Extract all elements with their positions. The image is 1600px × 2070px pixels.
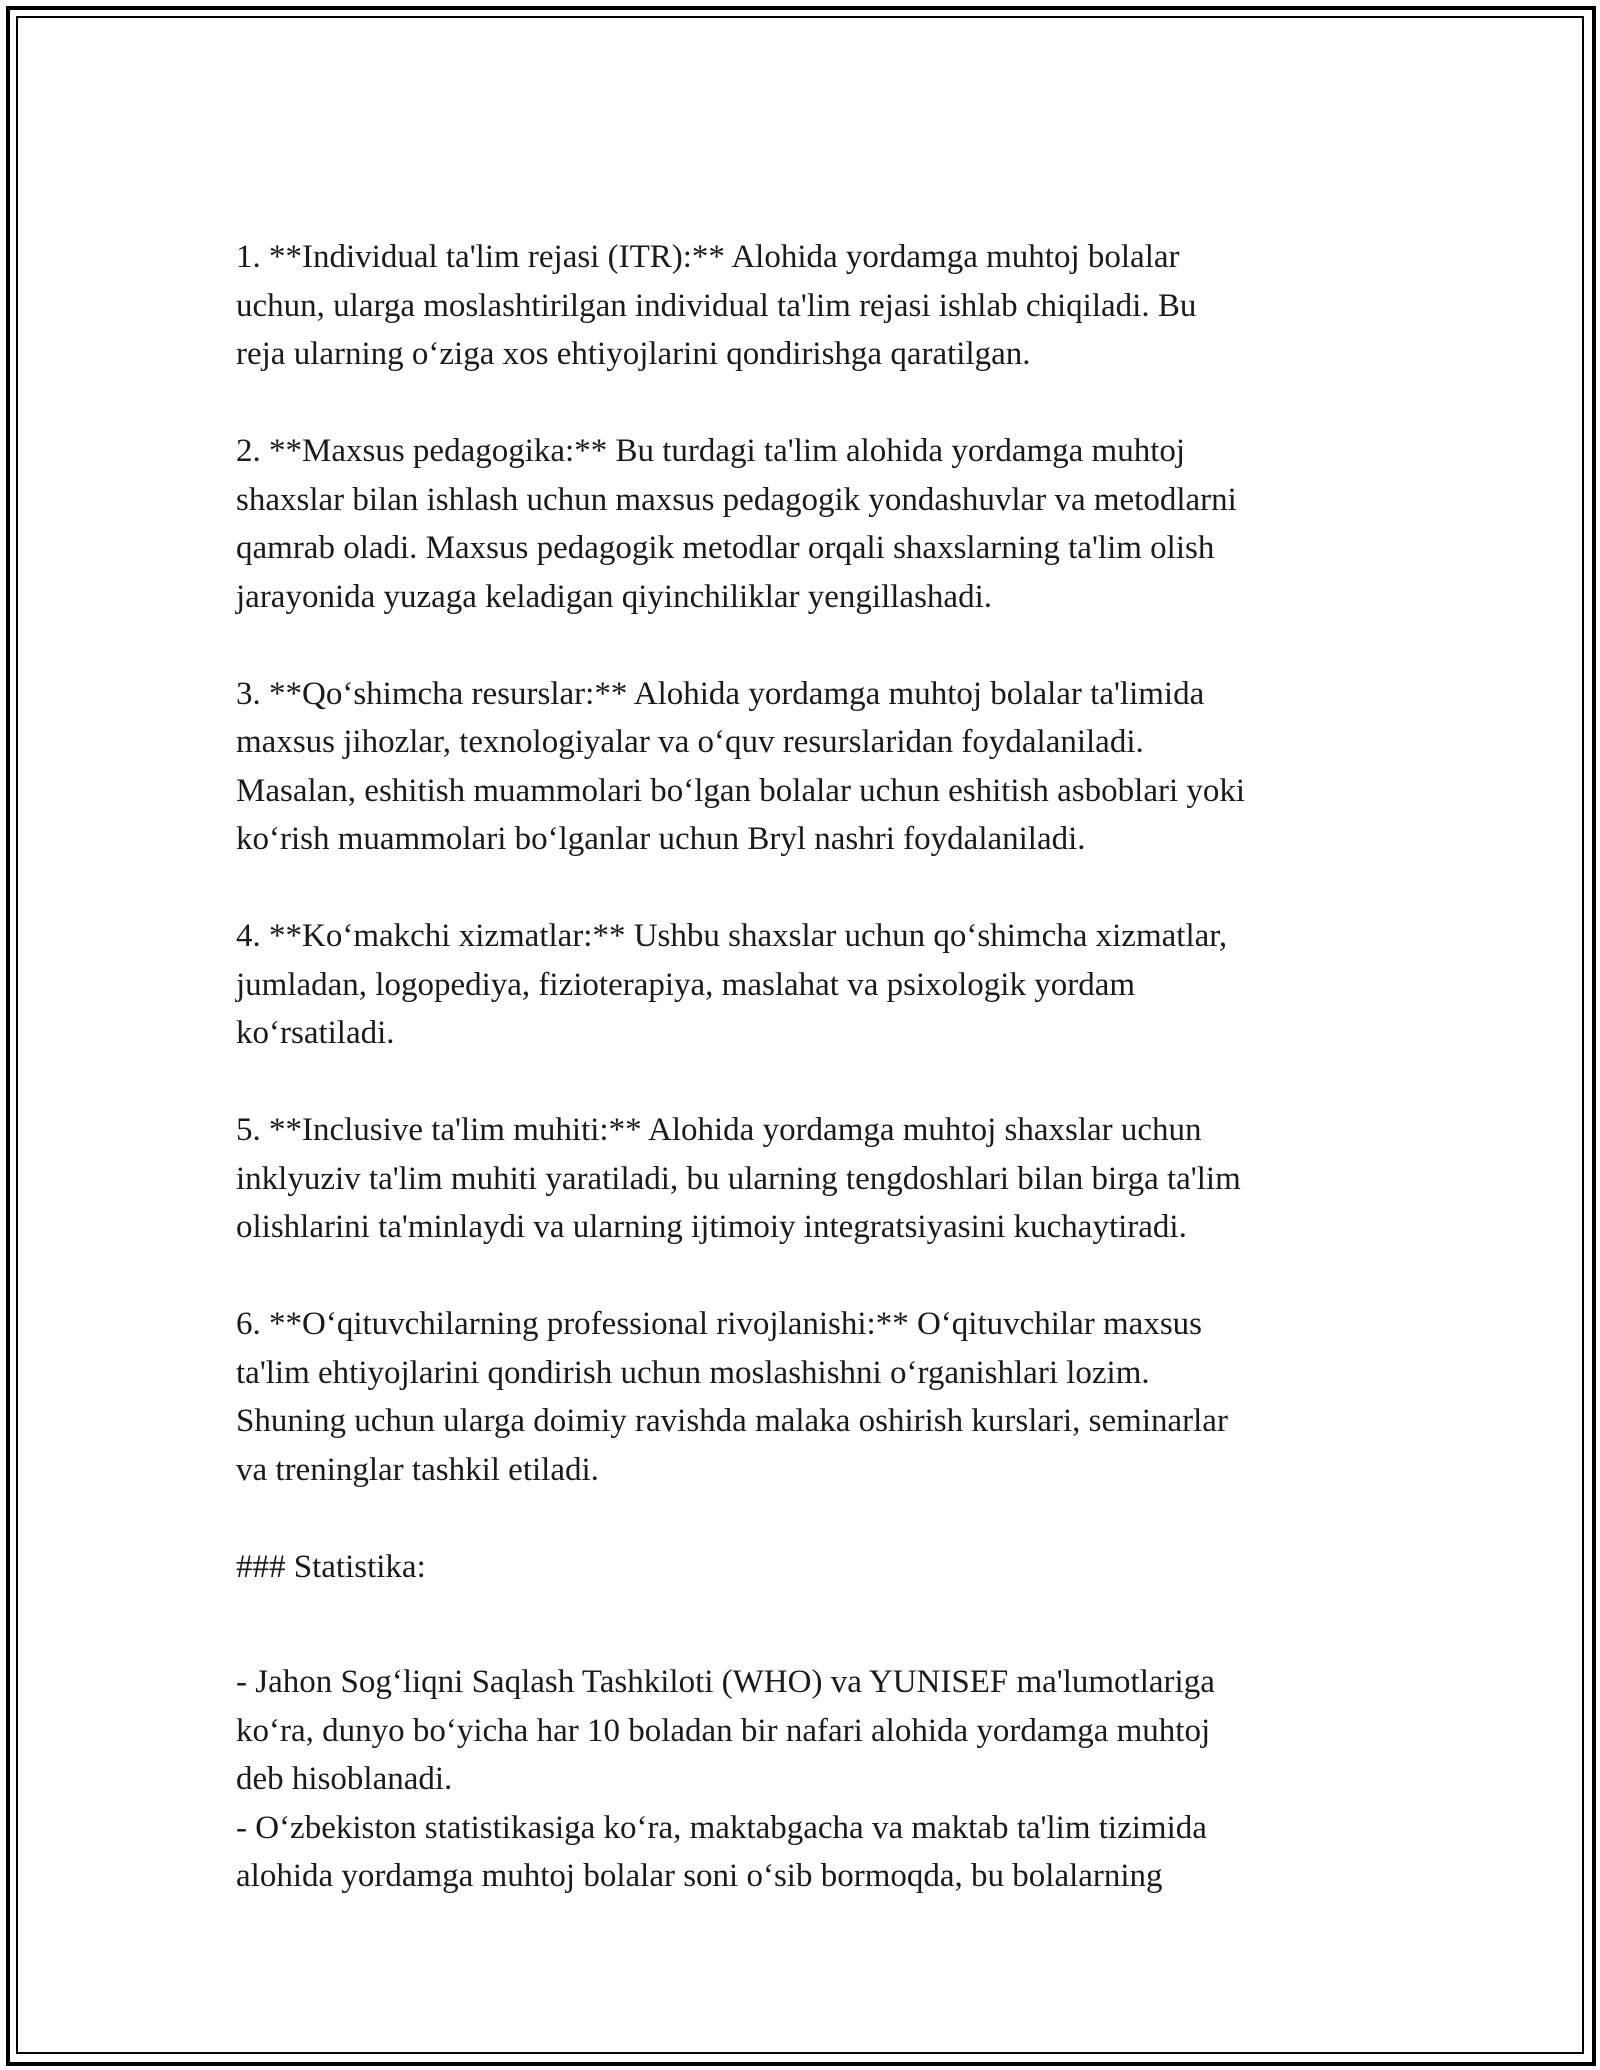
statistics-heading: ### Statistika: [236, 1548, 426, 1585]
document-body [236, 233, 1376, 1901]
list-item-3: 3. **Qo‘shimcha resurslar:** Alohida yordamga muhtoj bolalar ta'limida maxsus jihozlar, texnologiyalar va o‘quv resurslaridan foydalaniladi. Masalan, eshitish muammolari bo‘lgan bolalar uchun eshitish asboblari yoki ko‘rish muammolari bo‘lganlar uchun Bryl nashri foydalaniladi. [236, 675, 1246, 857]
list-item-1: 1. **Individual ta'lim rejasi (ITR):** Alohida yordamga muhtoj bolalar uchun, ularga moslashtirilgan individual ta'lim rejasi ishlab chiqiladi. Bu reja ularning o‘ziga xos ehtiyojlarini qondirishga qaratilgan. [236, 239, 1197, 372]
list-item-6: 6. **O‘qituvchilarning professional rivojlanishi:** O‘qituvchilar maxsus ta'lim ehtiyojlarini qondirish uchun moslashishni o‘rganishlari lozim. Shuning uchun ularga doimiy ravishda malaka oshirish kurslari, seminarlar va treninglar tashkil etiladi. [236, 1306, 1228, 1488]
list-item-2: 2. **Maxsus pedagogika:** Bu turdagi ta'lim alohida yordamga muhtoj shaxslar bilan ishlash uchun maxsus pedagogik yondashuvlar va metodlarni qamrab oladi. Maxsus pedagogik metodlar orqali shaxslarning ta'lim olish jarayonida yuzaga keladigan qiyinchiliklar yengillashadi. [236, 433, 1237, 615]
list-item-4: 4. **Ko‘makchi xizmatlar:** Ushbu shaxslar uchun qo‘shimcha xizmatlar, jumladan, logopediya, fizioterapiya, maslahat va psixologik yordam ko‘rsatiladi. [236, 918, 1228, 1051]
statistics-bullet-2: - O‘zbekiston statistikasiga ko‘ra, maktabgacha va maktab ta'lim tizimida alohida yordamga muhtoj bolalar soni o‘sib bormoqda, bu bolalarning [236, 1809, 1207, 1894]
statistics-bullet-1: - Jahon Sog‘liqni Saqlash Tashkiloti (WHO) va YUNISEF ma'lumotlariga ko‘ra, dunyo bo‘yicha har 10 boladan bir nafari alohida yordamga muhtoj deb hisoblanadi. [236, 1664, 1215, 1797]
list-item-5: 5. **Inclusive ta'lim muhiti:** Alohida yordamga muhtoj shaxslar uchun inklyuziv ta'lim muhiti yaratiladi, bu ularning tengdoshlari bilan birga ta'lim olishlarini ta'minlaydi va ularning ijtimoiy integratsiyasini kuchaytiradi. [236, 1112, 1241, 1245]
